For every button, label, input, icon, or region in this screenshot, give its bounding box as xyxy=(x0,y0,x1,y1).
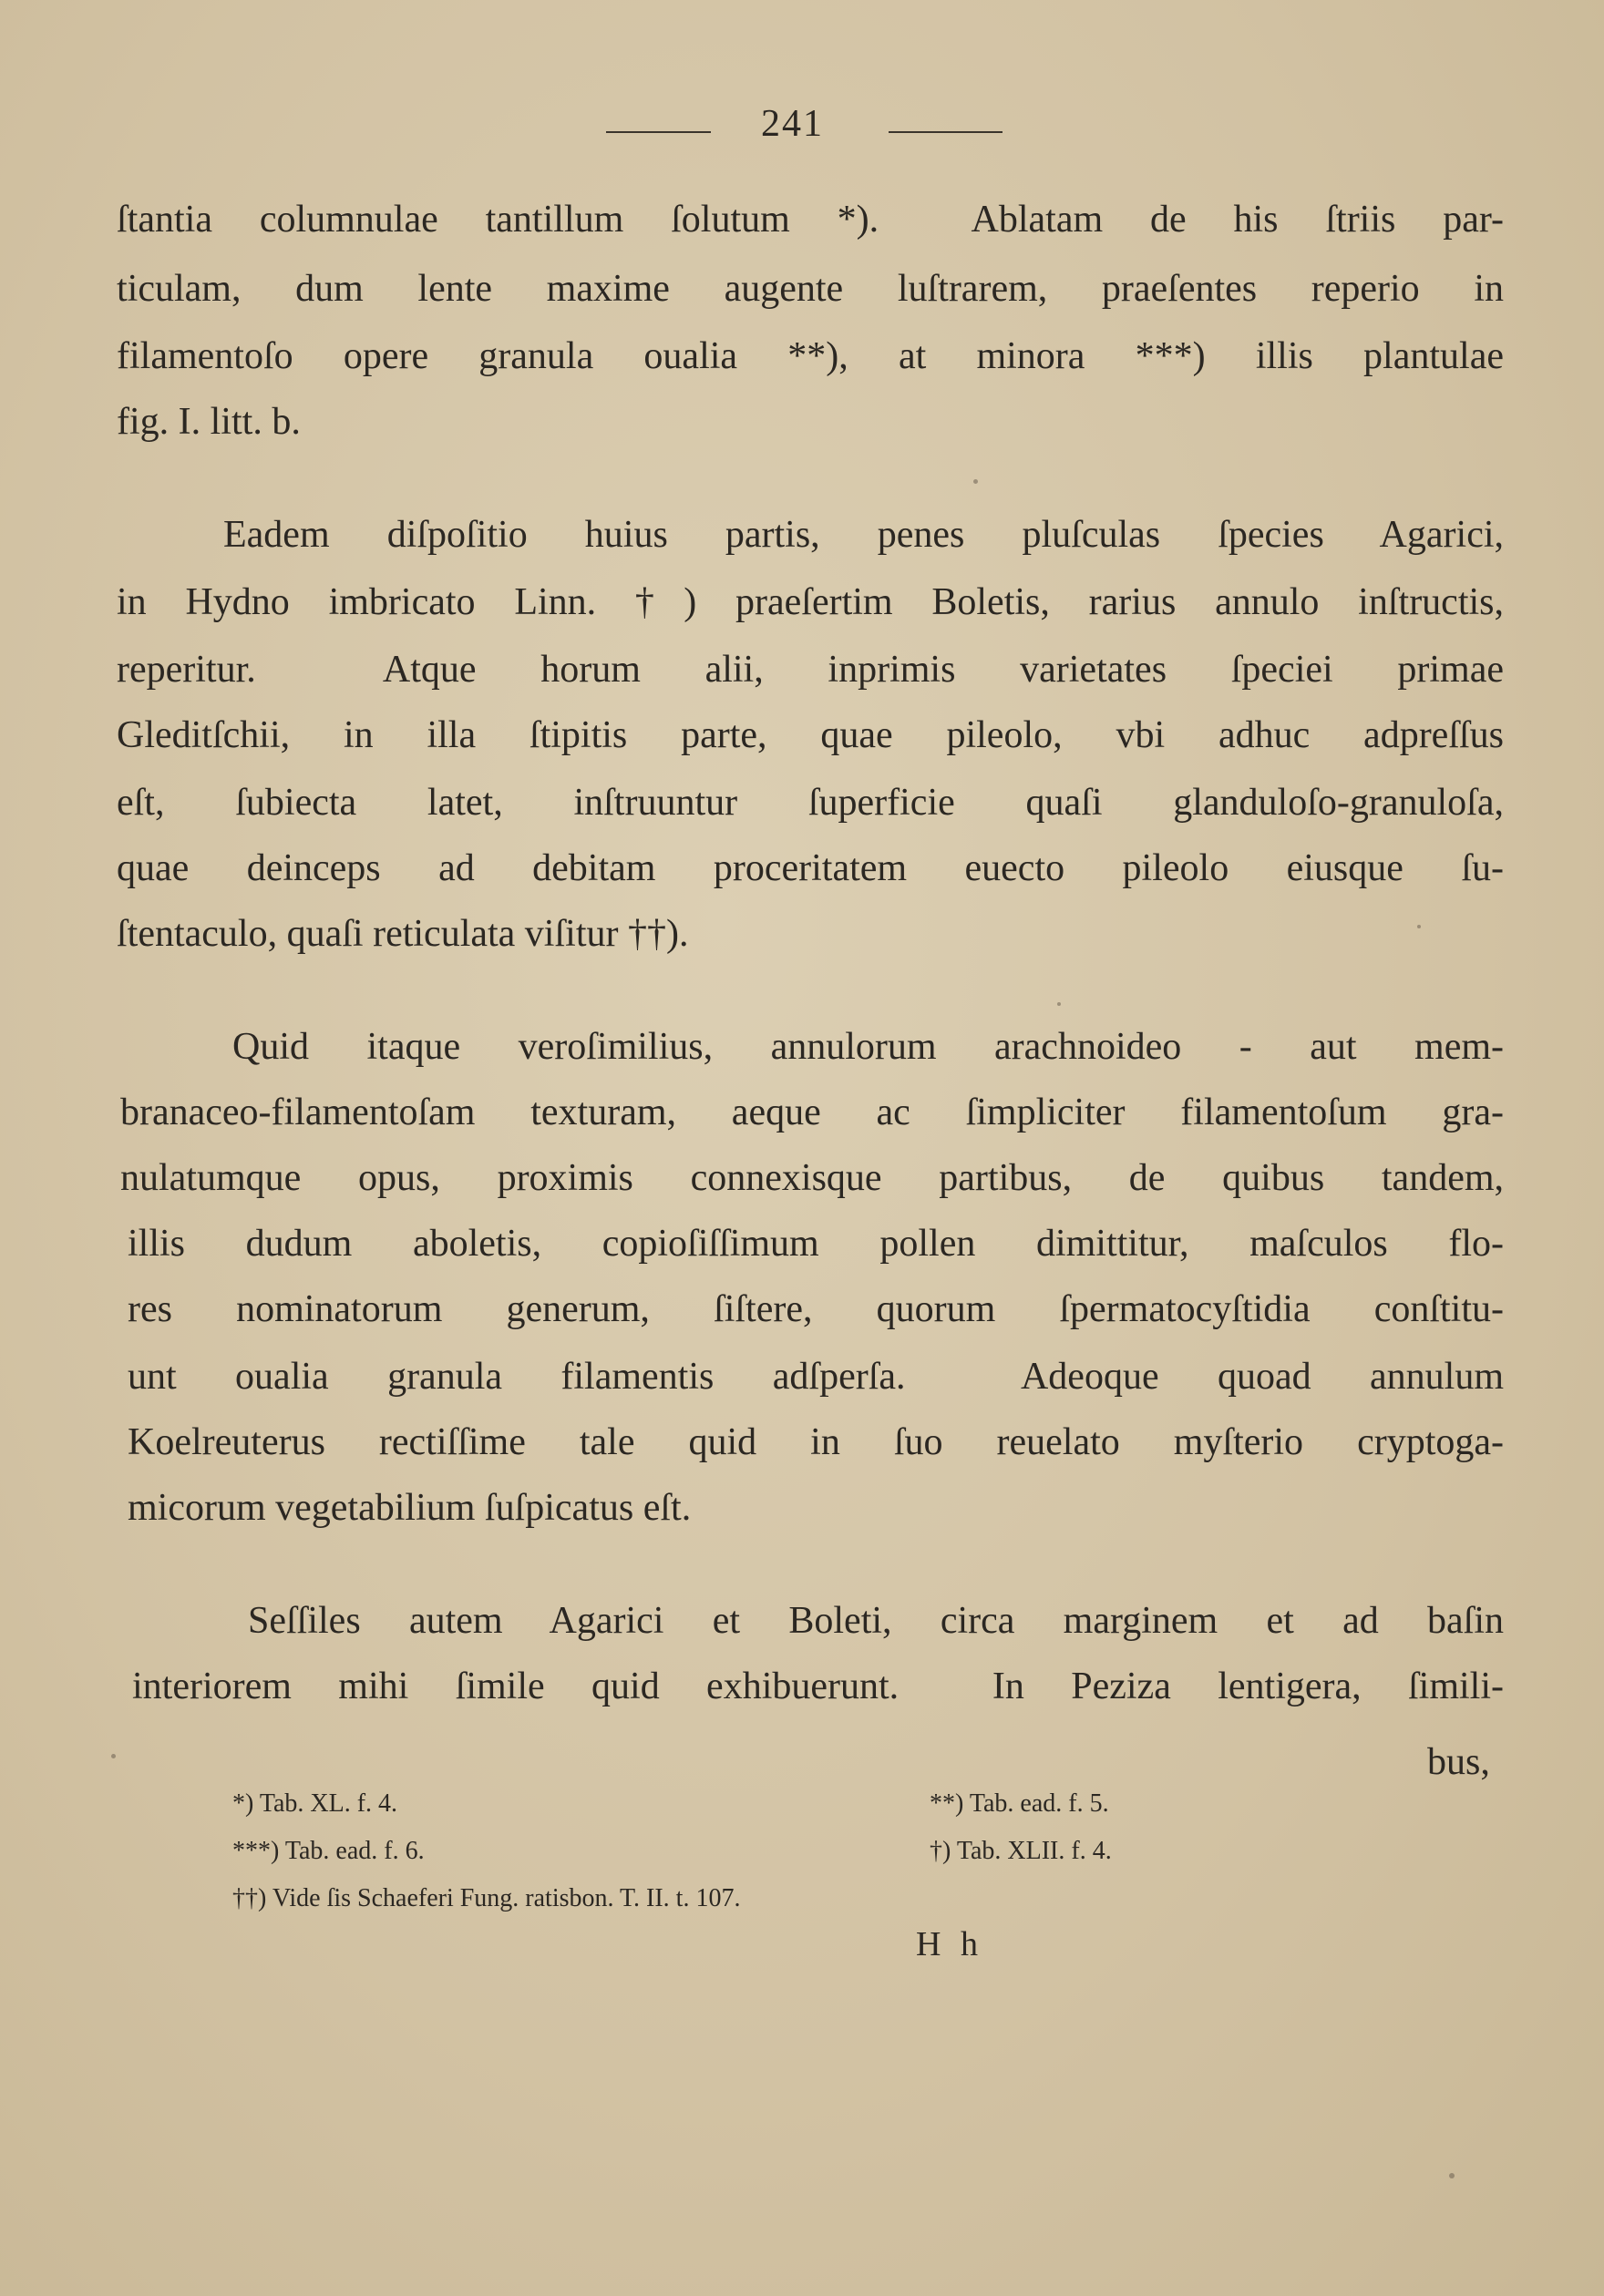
paper-speck xyxy=(973,479,978,484)
footnote: ††) Vide ſis Schaeferi Fung. ratisbon. T. II. t. 107. xyxy=(232,1884,741,1912)
text-line: ſtentaculo, quaſi reticulata viſitur ††). xyxy=(117,913,689,955)
footnote: †) Tab. XLII. f. 4. xyxy=(930,1837,1112,1865)
text-line: ſtantia columnulae tantillum ſolutum *). Ablatam de his ſtriis par- xyxy=(117,199,1504,241)
paper-speck xyxy=(1057,1002,1061,1006)
text-line: quae deinceps ad debitam proceritatem euecto pileolo eiusque ſu- xyxy=(117,847,1504,889)
text-line: interiorem mihi ſimile quid exhibuerunt. In Peziza lentigera, ſimili- xyxy=(132,1666,1504,1707)
text-line: micorum vegetabilium ſuſpicatus eſt. xyxy=(128,1487,692,1529)
text-line: Eadem diſpoſitio huius partis, penes pluſculas ſpecies Agarici, xyxy=(223,514,1504,556)
text-line: branaceo-filamentoſam texturam, aeque ac ſimpliciter filamentoſum gra- xyxy=(120,1092,1504,1133)
text-line: nulatumque opus, proximis connexisque partibus, de quibus tandem, xyxy=(120,1157,1504,1199)
text-line: Koelreuterus rectiſſime tale quid in ſuo reuelato myſterio cryptoga- xyxy=(128,1421,1504,1463)
footnote: ***) Tab. ead. f. 6. xyxy=(232,1837,425,1865)
text-line: in Hydno imbricato Linn. †) praeſertim Boletis, rarius annulo inſtructis, xyxy=(117,581,1504,623)
text-line: res nominatorum generum, ſiſtere, quorum ſpermatocyſtidia conſtitu- xyxy=(128,1288,1504,1330)
text-line: Quid itaque veroſimilius, annulorum arachnoideo - aut mem- xyxy=(232,1026,1504,1068)
paper-speck xyxy=(1417,925,1421,928)
text-line: ticulam, dum lente maxime augente luſtrarem, praeſentes reperio in xyxy=(117,268,1504,310)
text-line: eſt, ſubiecta latet, inſtruuntur ſuperficie quaſi glanduloſo-granuloſa, xyxy=(117,782,1504,824)
footnote: **) Tab. ead. f. 5. xyxy=(930,1789,1109,1818)
text-line: Gleditſchii, in illa ſtipitis parte, quae pileolo, vbi adhuc adpreſſus xyxy=(117,714,1504,756)
text-line: fig. I. litt. b. xyxy=(117,401,301,443)
page-header xyxy=(0,102,1604,157)
text-line: filamentoſo opere granula oualia **), at minora ***) illis plantulae xyxy=(117,335,1504,377)
header-rule-left xyxy=(606,131,711,133)
page-number: 241 xyxy=(761,103,824,145)
signature-mark: H h xyxy=(916,1925,983,1963)
text-line: unt oualia granula filamentis adſperſa. Adeoque quoad annulum xyxy=(128,1356,1504,1398)
text-line: illis dudum aboletis, copioſiſſimum pollen dimittitur, maſculos flo- xyxy=(128,1223,1504,1265)
paper-speck xyxy=(111,1754,116,1758)
paper-speck xyxy=(1449,2173,1455,2178)
footnote: *) Tab. XL. f. 4. xyxy=(232,1789,398,1818)
catchword: bus, xyxy=(1427,1741,1490,1783)
header-rule-right xyxy=(889,131,1002,133)
text-line: reperitur. Atque horum alii, inprimis varietates ſpeciei primae xyxy=(117,649,1504,691)
text-line: Seſſiles autem Agarici et Boleti, circa marginem et ad baſin xyxy=(248,1600,1504,1642)
